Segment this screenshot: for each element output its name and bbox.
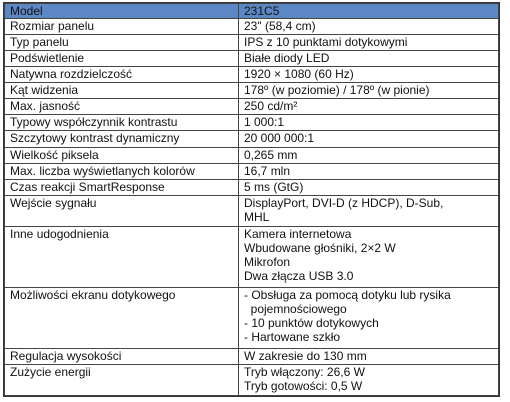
- row-label: Typ panelu: [5, 35, 239, 51]
- table-row: [5, 147, 499, 163]
- row-label: Szczytowy kontrast dynamiczny: [5, 131, 239, 147]
- spec-table: [4, 3, 499, 396]
- row-value: 20 000 000:1: [239, 131, 499, 147]
- table-row: [5, 115, 499, 131]
- row-value: Kamera internetowa Wbudowane głośniki, 2×2 W Mikrofon Dwa złącza USB 3.0: [239, 226, 499, 287]
- row-value: 178º (w poziomie) / 178º (w pionie): [239, 83, 499, 99]
- row-value: 0,265 mm: [239, 147, 499, 163]
- header-model: Model: [5, 4, 239, 19]
- spec-table-container: [3, 2, 500, 397]
- row-label: Typowy współczynnik kontrastu: [5, 115, 239, 131]
- row-value: Tryb włączony: 26,6 W Tryb gotowości: 0,5 W: [239, 364, 499, 395]
- table-row: [5, 99, 499, 115]
- table-row: [5, 348, 499, 364]
- header-model-value: 231C5: [239, 4, 499, 19]
- table-row: [5, 131, 499, 147]
- table-row: [5, 195, 499, 226]
- row-label: Natywna rozdzielczość: [5, 67, 239, 83]
- row-value: 23" (58,4 cm): [239, 19, 499, 35]
- table-row: [5, 19, 499, 35]
- table-row: [5, 51, 499, 67]
- row-label: Max. liczba wyświetlanych kolorów: [5, 163, 239, 179]
- row-value: W zakresie do 130 mm: [239, 348, 499, 364]
- table-row: [5, 67, 499, 83]
- table-row: [5, 364, 499, 395]
- table-row: [5, 163, 499, 179]
- table-row: [5, 179, 499, 195]
- row-value: - Obsługa za pomocą dotyku lub rysika pojemnościowego - 10 punktów dotykowych - Hartowane szkło: [239, 287, 499, 348]
- row-value: 5 ms (GtG): [239, 179, 499, 195]
- row-label: Kąt widzenia: [5, 83, 239, 99]
- table-row: [5, 287, 499, 348]
- table-row: [5, 35, 499, 51]
- row-label: Regulacja wysokości: [5, 348, 239, 364]
- row-label: Wielkość piksela: [5, 147, 239, 163]
- row-label: Inne udogodnienia: [5, 226, 239, 287]
- row-value: IPS z 10 punktami dotykowymi: [239, 35, 499, 51]
- row-label: Podświetlenie: [5, 51, 239, 67]
- row-value: DisplayPort, DVI-D (z HDCP), D-Sub, MHL: [239, 195, 499, 226]
- row-label: Max. jasność: [5, 99, 239, 115]
- row-label: Rozmiar panelu: [5, 19, 239, 35]
- row-label: Wejście sygnału: [5, 195, 239, 226]
- row-label: Zużycie energii: [5, 364, 239, 395]
- table-row: [5, 83, 499, 99]
- row-value: 1920 × 1080 (60 Hz): [239, 67, 499, 83]
- row-value: 16,7 mln: [239, 163, 499, 179]
- table-header-row: [5, 4, 499, 19]
- row-label: Możliwości ekranu dotykowego: [5, 287, 239, 348]
- row-label: Czas reakcji SmartResponse: [5, 179, 239, 195]
- table-row: [5, 226, 499, 287]
- row-value: Białe diody LED: [239, 51, 499, 67]
- row-value: 1 000:1: [239, 115, 499, 131]
- row-value: 250 cd/m²: [239, 99, 499, 115]
